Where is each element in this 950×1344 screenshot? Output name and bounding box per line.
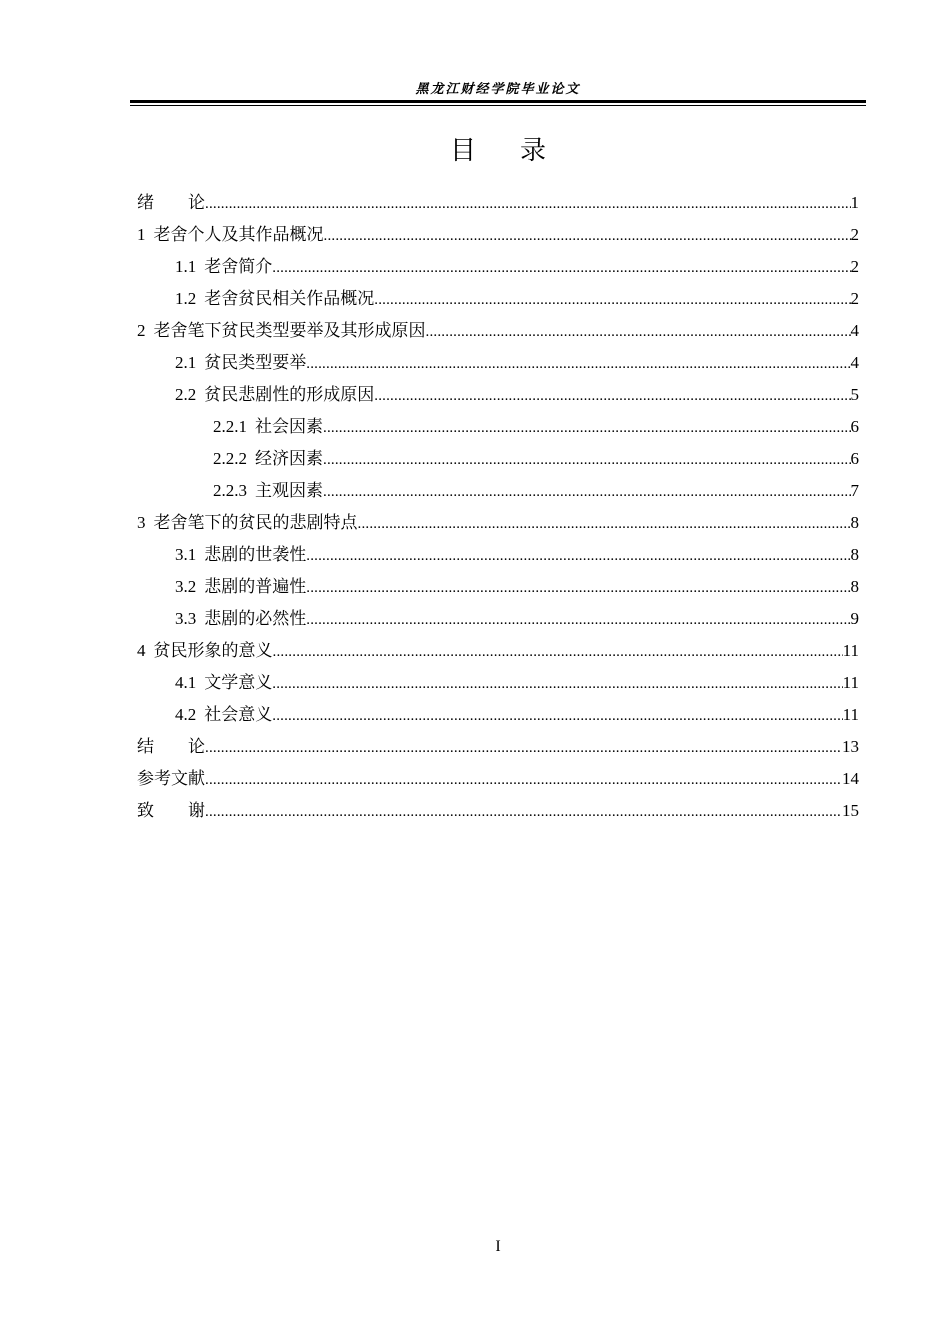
toc-entry-page: 4 (850, 321, 859, 340)
toc-entry[interactable] (137, 189, 859, 221)
toc-dot-leader (374, 382, 850, 410)
toc-entry-title: 悲剧的普遍性 (204, 577, 307, 597)
toc-dot-leader (306, 542, 850, 570)
toc-entry-number: 1.1 (175, 257, 197, 276)
toc-entry-page: 11 (842, 641, 859, 660)
toc-entry[interactable] (137, 509, 859, 541)
toc-dot-leader (306, 350, 850, 378)
toc-entry-page: 5 (850, 385, 859, 404)
toc-entry-page: 2 (850, 225, 859, 244)
toc-entry[interactable] (137, 285, 859, 317)
toc-entry-title: 主观因素 (255, 481, 323, 501)
toc-entry[interactable] (137, 221, 859, 253)
toc-entry-page: 8 (850, 577, 859, 596)
toc-entry-number: 4.2 (175, 705, 197, 724)
toc-entry-page: 1 (850, 193, 859, 212)
toc-entry-page: 11 (842, 705, 859, 724)
toc-entry-title: 参考文献 (137, 769, 205, 789)
toc-entry-number: 3 (137, 513, 146, 532)
toc-entry-number: 3.1 (175, 545, 197, 564)
toc-entry-page: 6 (850, 417, 859, 436)
toc-entry[interactable] (137, 797, 859, 829)
toc-entry-title: 老舍笔下贫民类型要举及其形成原因 (153, 321, 426, 341)
toc-entry-title: 社会意义 (204, 705, 273, 725)
toc-entry[interactable] (137, 477, 859, 509)
toc-entry-page: 2 (850, 257, 859, 276)
toc-entry-page: 15 (842, 801, 859, 820)
toc-entry[interactable] (137, 765, 859, 797)
toc-entry[interactable] (137, 573, 859, 605)
toc-entry[interactable] (137, 541, 859, 573)
toc-entry-title: 老舍简介 (204, 257, 273, 277)
toc-entry[interactable] (137, 701, 859, 733)
toc-entry[interactable] (137, 669, 859, 701)
toc-dot-leader (426, 318, 851, 346)
toc-entry-number: 2.2 (175, 385, 197, 404)
toc-dot-leader (324, 222, 851, 250)
toc-entry-title: 贫民类型要举 (204, 353, 307, 373)
toc-entry[interactable] (137, 637, 859, 669)
table-of-contents (137, 189, 859, 829)
toc-entry-number: 2.2.1 (213, 417, 247, 436)
toc-entry-title: 结 论 (137, 737, 205, 757)
toc-entry-title: 文学意义 (204, 673, 273, 693)
toc-entry-title: 经济因素 (255, 449, 323, 469)
toc-entry-number: 2.2.3 (213, 481, 247, 500)
toc-entry[interactable] (137, 605, 859, 637)
toc-dot-leader (272, 702, 842, 730)
toc-entry[interactable] (137, 733, 859, 765)
toc-dot-leader (306, 606, 850, 634)
toc-dot-leader (323, 478, 851, 506)
toc-entry-number: 4.1 (175, 673, 197, 692)
toc-dot-leader (273, 638, 843, 666)
toc-entry-number: 4 (137, 641, 146, 660)
toc-dot-leader (323, 446, 851, 474)
toc-entry-page: 6 (850, 449, 859, 468)
toc-entry-page: 4 (850, 353, 859, 372)
toc-entry-page: 7 (850, 481, 859, 500)
toc-entry-number: 2.2.2 (213, 449, 247, 468)
toc-title: 目录 (449, 136, 590, 166)
toc-dot-leader (272, 670, 842, 698)
toc-entry-number: 2 (137, 321, 146, 340)
toc-entry-page: 8 (850, 513, 859, 532)
page-header-title: 黑龙江财经学院毕业论文 (415, 82, 581, 97)
toc-entry-page: 9 (850, 609, 859, 628)
toc-entry-title: 绪 论 (137, 193, 205, 213)
toc-entry-title: 老舍笔下的贫民的悲剧特点 (153, 513, 358, 533)
toc-dot-leader (205, 734, 842, 762)
toc-entry[interactable] (137, 317, 859, 349)
toc-entry-number: 1 (137, 225, 146, 244)
page-number: I (495, 1238, 501, 1255)
toc-entry[interactable] (137, 413, 859, 445)
toc-dot-leader (272, 254, 850, 282)
toc-dot-leader (358, 510, 851, 538)
toc-entry-page: 8 (850, 545, 859, 564)
toc-entry[interactable] (137, 445, 859, 477)
toc-entry-page: 11 (842, 673, 859, 692)
toc-entry-number: 3.3 (175, 609, 197, 628)
toc-entry-number: 3.2 (175, 577, 197, 596)
toc-entry-title: 老舍贫民相关作品概况 (204, 289, 375, 309)
toc-entry-title: 悲剧的世袭性 (204, 545, 307, 565)
toc-entry-number: 1.2 (175, 289, 197, 308)
toc-entry[interactable] (137, 349, 859, 381)
header-rule-thin (130, 105, 866, 106)
toc-dot-leader (374, 286, 850, 314)
toc-entry-title: 贫民悲剧性的形成原因 (204, 385, 375, 405)
toc-dot-leader (306, 574, 850, 602)
toc-dot-leader (205, 766, 842, 794)
toc-entry-page: 14 (842, 769, 859, 788)
toc-dot-leader (323, 414, 851, 442)
toc-entry-title: 悲剧的必然性 (204, 609, 307, 629)
toc-entry-page: 13 (842, 737, 859, 756)
toc-entry-title: 致 谢 (137, 801, 205, 821)
header-rule-thick (130, 100, 866, 103)
toc-entry-title: 社会因素 (255, 417, 323, 437)
toc-dot-leader (205, 798, 842, 826)
toc-entry[interactable] (137, 253, 859, 285)
toc-entry-title: 老舍个人及其作品概况 (153, 225, 324, 245)
toc-entry-title: 贫民形象的意义 (153, 641, 273, 661)
toc-entry[interactable] (137, 381, 859, 413)
toc-dot-leader (205, 190, 851, 218)
toc-entry-page: 2 (850, 289, 859, 308)
toc-entry-number: 2.1 (175, 353, 197, 372)
